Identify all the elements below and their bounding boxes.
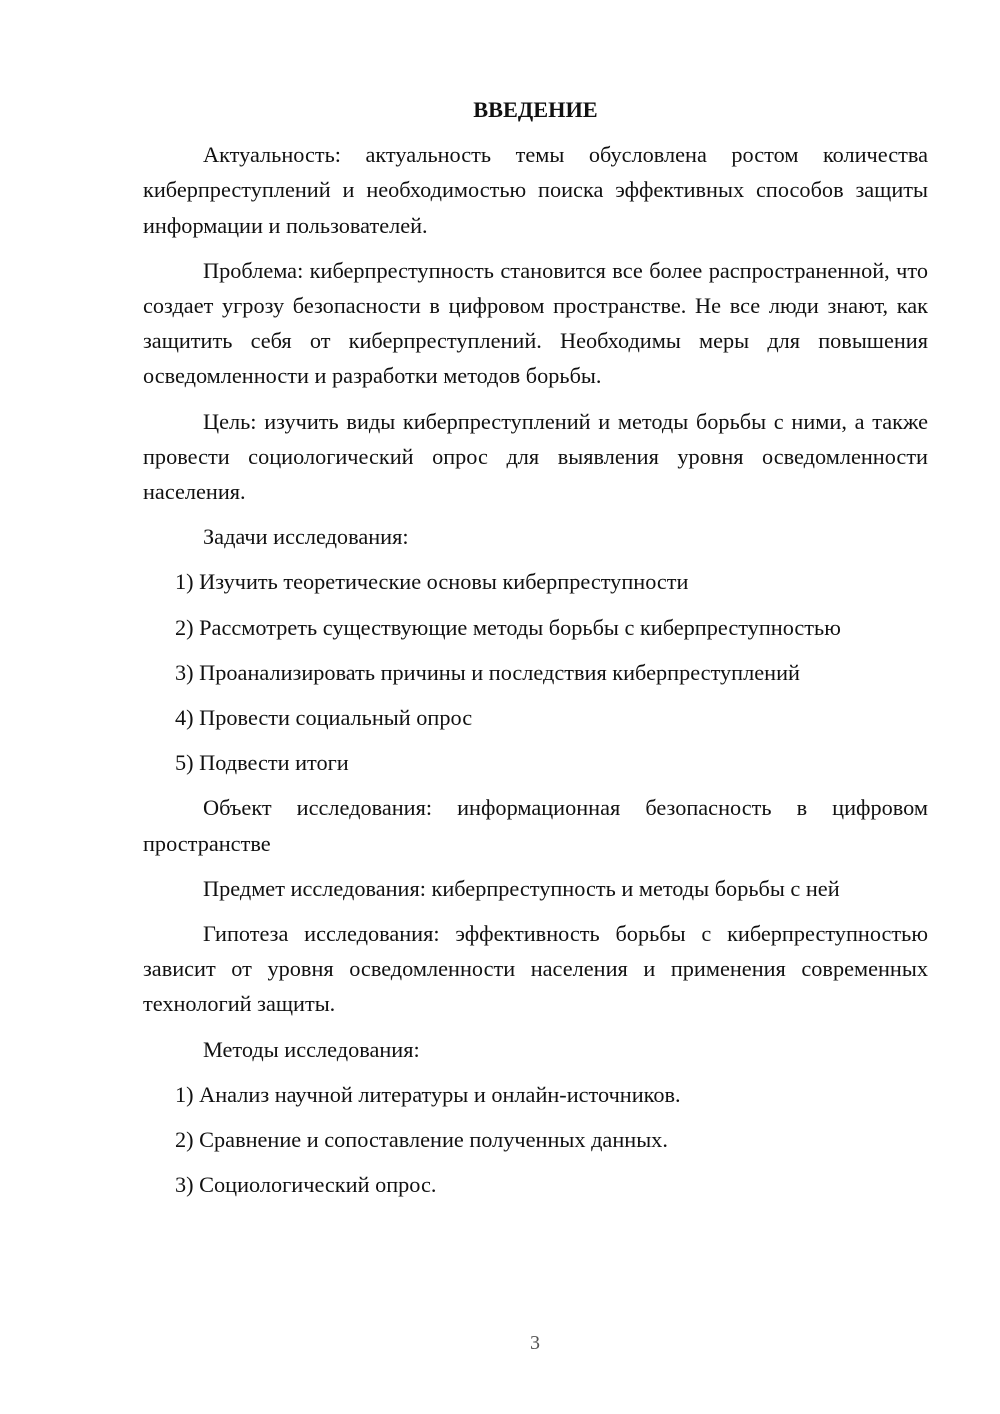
task-item-5: 5) Подвести итоги (175, 750, 349, 776)
task-item-2: 2) Рассмотреть существующие методы борьбы с киберпреступностью (175, 614, 841, 640)
methods-heading: Методы исследования: (203, 1036, 420, 1062)
tasks-heading: Задачи исследования: (203, 524, 409, 550)
problem-paragraph: Проблема: киберпреступность становится все более распространенной, что создает угрозу безопасности в цифровом пространстве. Не все люди знают, как защитить себя от киберпреступлений. Необходимы меры для повышения осведомленности и разработки методов борьбы. (143, 257, 928, 389)
subject-paragraph: Предмет исследования: киберпреступность и методы борьбы с ней (203, 875, 840, 901)
method-item-1: 1) Анализ научной литературы и онлайн-источников. (175, 1081, 681, 1107)
method-item-3: 3) Социологический опрос. (175, 1172, 437, 1198)
task-item-4: 4) Провести социальный опрос (175, 705, 473, 731)
hypothesis-paragraph: Гипотеза исследования: эффективность борьбы с киберпреступностью зависит от уровня осведомленности населения и применения современных технологий защиты. (143, 921, 928, 1017)
method-item-2: 2) Сравнение и сопоставление полученных данных. (175, 1127, 668, 1153)
goal-paragraph: Цель: изучить виды киберпреступлений и методы борьбы с ними, а также провести социологический опрос для выявления уровня осведомленности населения. (143, 408, 928, 505)
page-content (143, 92, 928, 1212)
page-number: 3 (530, 1332, 540, 1354)
relevance-paragraph: Актуальность: актуальность темы обусловлена ростом количества киберпреступлений и необходимостью поиска эффективных способов защиты информации и пользователей. (143, 142, 928, 238)
section-title: ВВЕДЕНИЕ (473, 97, 598, 122)
task-item-1: 1) Изучить теоретические основы киберпреступности (175, 569, 689, 595)
task-item-3: 3) Проанализировать причины и последствия киберпреступлений (175, 659, 800, 685)
object-paragraph: Объект исследования: информационная безопасность в цифровом пространстве (143, 795, 928, 856)
